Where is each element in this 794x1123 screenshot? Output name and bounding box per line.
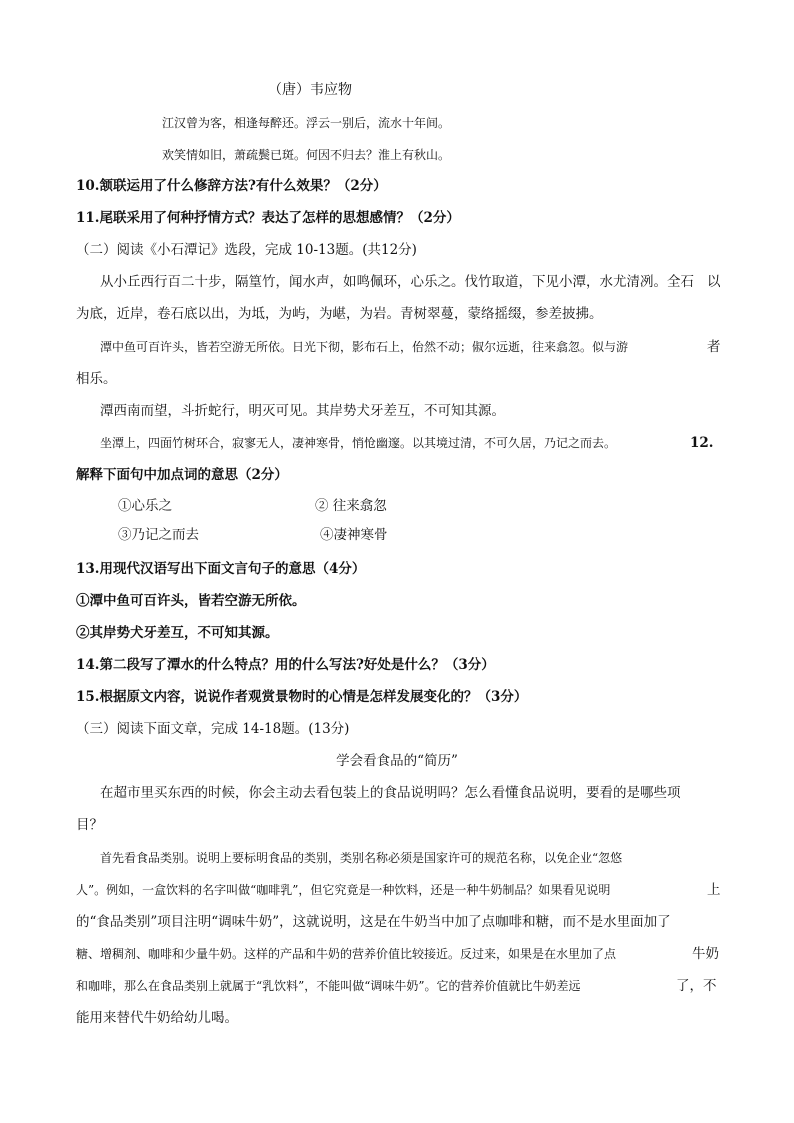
article-title: 学会看食品的“简历” bbox=[336, 753, 458, 769]
passage-p4: 坐潭上，四面竹树环合，寂寥无人，凄神寒骨，悄怆幽邃。以其境过清，不可久居，乃记之而去。 bbox=[100, 436, 617, 450]
poem-author: （唐）韦应物 bbox=[268, 82, 352, 98]
passage-p2-line2: 相乐。 bbox=[76, 371, 117, 387]
passage-p1-line1: 从小丘西行百二十步，隔篁竹，闻水声，如鸣佩环，心乐之。伐竹取道，下见小潭，水尤清冽。全石 bbox=[100, 274, 694, 290]
poem-line-1: 江汉曾为客，相逢每醉还。浮云一别后，流水十年间。 bbox=[162, 116, 451, 130]
section-3-heading: （三）阅读下面文章，完成 14-18题。(13分) bbox=[76, 721, 350, 737]
question-12-number: 12. bbox=[690, 435, 714, 451]
passage-p3: 潭西南而望，斗折蛇行，明灭可见。其岸势犬牙差互，不可知其源。 bbox=[100, 403, 505, 419]
question-12: 解释下面句中加点词的意思（2分） bbox=[76, 467, 288, 483]
question-15: 15.根据原文内容，说说作者观赏景物时的心情是怎样发展变化的？（3分） bbox=[76, 689, 528, 705]
article-p2-line3: 的“食品类别”项目注明“调味牛奶”，这就说明，这是在牛奶当中加了点咖啡和糖，而不是水里面加了 bbox=[76, 914, 671, 930]
article-p2-line5: 和咖啡，那么在食品类别上就属于“乳饮料”，不能叫做“调味牛奶”。它的营养价值就比牛奶差远 bbox=[76, 979, 581, 993]
question-13-sentence-2: ②其岸势犬牙差互，不可知其源。 bbox=[76, 625, 279, 641]
question-12-item-1: ①心乐之 bbox=[118, 498, 172, 514]
passage-p2-line1-end: 者 bbox=[707, 339, 721, 355]
article-p2-line1: 首先看食品类别。说明上要标明食品的类别，类别名称必须是国家许可的规范名称，以免企业“忽悠 bbox=[100, 851, 623, 865]
passage-p1-line2: 为底，近岸，卷石底以出，为坻，为屿，为嵁，为岩。青树翠蔓，蒙络摇缀，参差披拂。 bbox=[76, 306, 603, 322]
question-13: 13.用现代汉语写出下面文言句子的意思（4分） bbox=[76, 561, 366, 577]
article-p2-line2-end: 上 bbox=[707, 882, 721, 898]
section-2-heading: （二）阅读《小石潭记》选段，完成 10-13题。(共12分) bbox=[76, 242, 417, 258]
article-p2-line2: 人”。例如，一盒饮料的名字叫做“咖啡乳”，但它究竟是一种饮料，还是一种牛奶制品？如果看见说明 bbox=[76, 883, 611, 897]
question-12-item-3: ③乃记之而去 bbox=[118, 527, 199, 543]
article-p2-line6: 能用来替代牛奶给幼儿喝。 bbox=[76, 1010, 238, 1026]
article-p2-line5-end: 了，不 bbox=[676, 978, 717, 994]
question-10: 10.颔联运用了什么修辞方法?有什么效果？（2分） bbox=[76, 178, 387, 194]
poem-line-2: 欢笑情如旧，萧疏鬓已斑。何因不归去？淮上有秋山。 bbox=[162, 148, 451, 162]
article-p1-line2: 目？ bbox=[76, 817, 103, 833]
question-14: 14.第二段写了潭水的什么特点？用的什么写法?好处是什么？（3分） bbox=[76, 657, 495, 673]
question-13-sentence-1: ①潭中鱼可百许头，皆若空游无所依。 bbox=[76, 593, 306, 609]
passage-p2-line1: 潭中鱼可百许头，皆若空游无所依。日光下彻，影布石上，佁然不动；俶尔远逝，往来翕忽。似与游 bbox=[100, 340, 629, 354]
question-12-item-2: ② 往来翕忽 bbox=[315, 498, 387, 514]
article-p1-line1: 在超市里买东西的时候，你会主动去看包装上的食品说明吗？怎么看懂食品说明，要看的是哪些项 bbox=[100, 785, 681, 801]
article-p2-line4: 糖、增稠剂、咖啡和少量牛奶。这样的产品和牛奶的营养价值比较接近。反过来，如果是在水里加了点 bbox=[76, 947, 617, 961]
passage-p1-line1-end: 以 bbox=[707, 274, 721, 290]
article-p2-line4-end: 牛奶 bbox=[692, 946, 719, 962]
question-12-item-4: ④凄神寒骨 bbox=[320, 527, 388, 543]
question-11: 11.尾联采用了何种抒情方式？表达了怎样的思想感情？（2分） bbox=[76, 210, 460, 226]
